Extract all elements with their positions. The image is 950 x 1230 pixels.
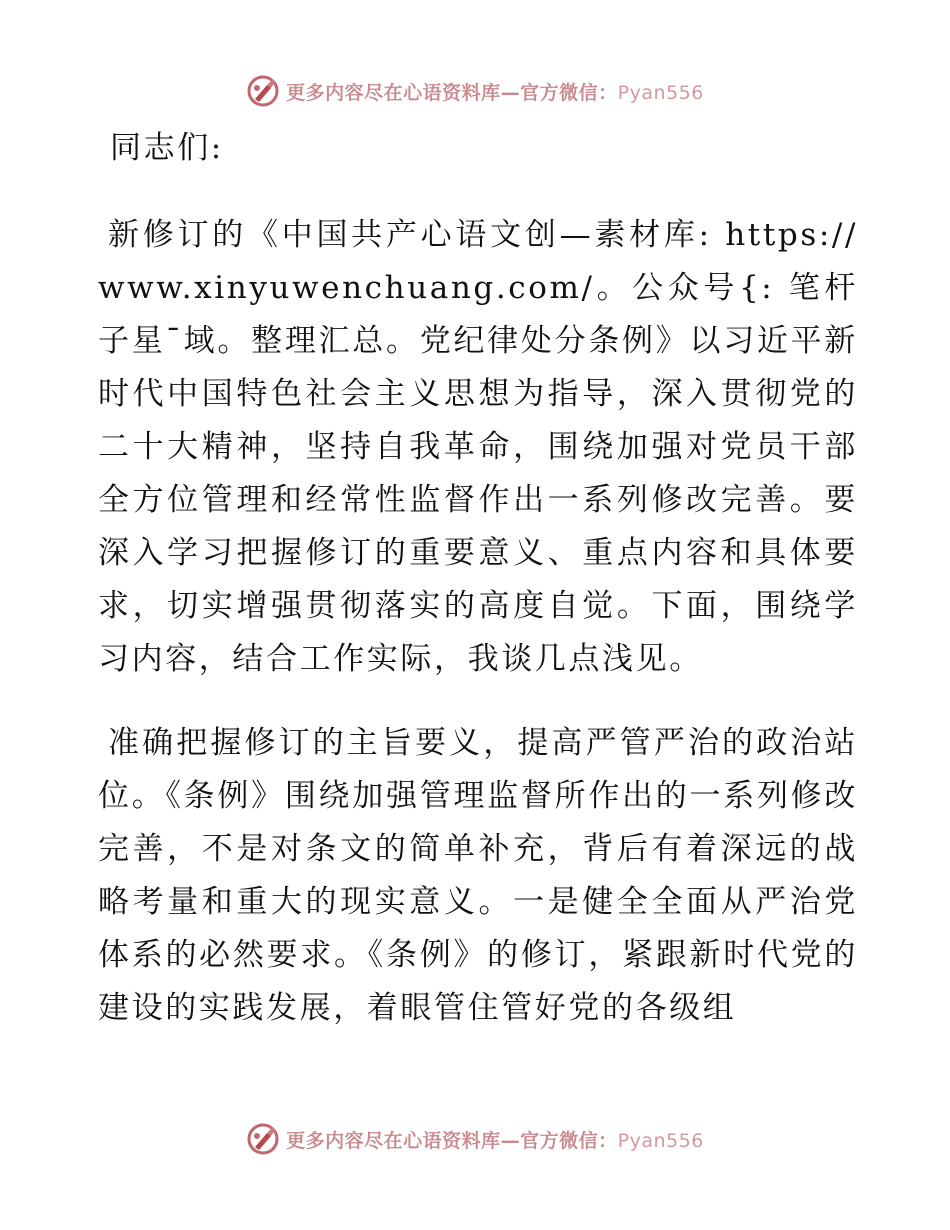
watermark-footer	[0, 1119, 950, 1159]
watermark-text	[286, 1126, 704, 1153]
pen-logo-icon	[246, 1122, 280, 1156]
paragraph-intro: 新修订的《中国共产心语文创—素材库: https://www.xinyuwenchuang.com/。公众号{: 笔杆子星¯域。整理汇总。党纪律处分条例》以习近平新时代中国特色社会主义思想为指导，深入贯彻党的二十大精神，坚持自我革命，围绕加强对党员干部全方位管理和经常性监督作出一系列修改完善。要深入学习把握修订的重要意义、重点内容和具体要求，切实增强贯彻落实的高度自觉。下面，围绕学习内容，结合工作实际，我谈几点浅见。	[98, 217, 858, 677]
pen-logo-icon	[246, 74, 280, 108]
paragraph-section-one: 准确把握修订的主旨要义，提高严管严治的政治站位。《条例》围绕加强管理监督所作出的一系列修改完善，不是对条文的简单补充，背后有着深远的战略考量和重大的现实意义。一是健全全面从严治党体系的必然要求。《条例》的修订，紧跟新时代党的建设的实践发展，着眼管住管好党的各级组	[98, 725, 858, 1026]
watermark-label: 更多内容尽在心语资料库—官方微信：	[286, 1129, 618, 1152]
document-body	[98, 120, 858, 1035]
watermark-contact: Pyan556	[617, 1129, 704, 1152]
watermark-contact: Pyan556	[617, 81, 704, 104]
salutation: 同志们:	[110, 130, 224, 166]
watermark-text	[286, 78, 704, 105]
watermark-header	[0, 71, 950, 111]
watermark-label: 更多内容尽在心语资料库—官方微信：	[286, 81, 618, 104]
